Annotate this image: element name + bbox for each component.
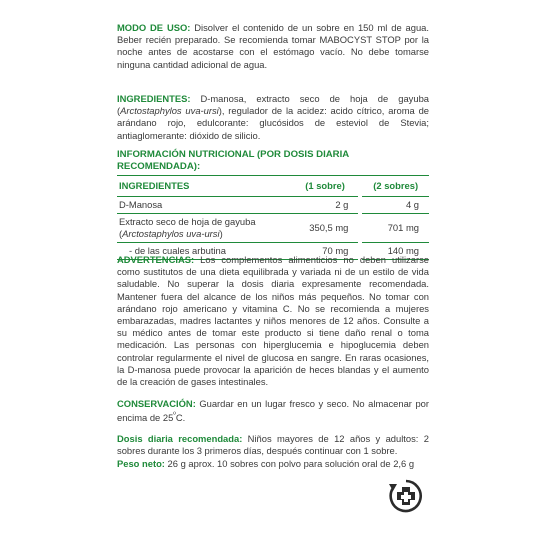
ingredientes-body-c: ), regulador de la acidez: acido cítrico, aroma de arándano rojo, edulcorante: glucósidos de esteviol de Stevia; antiaglomerante: dióxido de silicio. xyxy=(117,105,430,141)
nutricional-divider xyxy=(117,175,429,176)
ingredientes-body-a: D-manosa, extracto seco de hoja de gayuba ( xyxy=(117,93,429,117)
header-ingredientes: INGREDIENTES xyxy=(117,177,292,196)
advertencias-text xyxy=(117,254,429,388)
row-gayuba-v2: 701 mg xyxy=(360,213,429,242)
modo-de-uso-section xyxy=(117,22,429,71)
conservacion-title: CONSERVACIÓN: xyxy=(117,398,196,409)
conservacion-unit: C. xyxy=(175,412,186,424)
row-arbutina-v2: 140 mg xyxy=(360,243,429,260)
ingredientes-latin-name: Arctostaphylos uva-ursi xyxy=(120,105,219,117)
row-gayuba-paren-close: ) xyxy=(219,228,223,240)
dosis-body: Niños mayores de 12 años y adultos: 2 sobres durante los 3 primeros días, después continuar con 1 sobre. xyxy=(117,433,429,457)
ingredientes-text xyxy=(117,93,429,142)
peso-section xyxy=(117,458,429,470)
conservacion-text xyxy=(117,398,429,425)
row-arbutina-name: - de las cuales arbutina xyxy=(117,243,292,260)
modo-de-uso-body: Disolver el contenido de un sobre en 150 ml de agua. Beber recién preparado. Se recomienda tomar MABOCYST STOP por la noche antes de acostarse con el estómago vacío. No debe tomarse ninguna cantidad adicional de agua. xyxy=(117,22,430,70)
advertencias-title: ADVERTENCIAS: xyxy=(117,254,195,265)
advertencias-body: Los complementos alimenticios no deben utilizarse como sustitutos de una dieta equilibrada y variada ni de un estilo de vida saludable. No superar la dosis diaria expresamente recomendada. Mantener fuera del alcance de los niños más pequeños. No tomar con arándano rojo americano y vitamina C. No se recomienda a mujeres embarazadas, madres lactantes y niños menores de 12 años. Consulte a su médico antes de tomar este producto si tiene daño renal o toma medicación. Las personas con hiperglucemia e hipoglucemia deben controlar regularmente el nivel de glucosa en sangre. En raras ocasiones, la D-manosa puede provocar la aparición de heces blandas y el aumento de la creación de gases intestinales. xyxy=(117,254,429,388)
table-row xyxy=(117,213,429,242)
modo-de-uso-title: MODO DE USO: xyxy=(117,22,191,33)
row-gayuba-latin: Arctostaphylos uva-ursi xyxy=(122,228,220,240)
row-d-manosa-name: D-Manosa xyxy=(117,196,292,213)
peso-text xyxy=(117,458,429,470)
header-1-sobre: (1 sobre) xyxy=(292,177,361,196)
header-2-sobres: (2 sobres) xyxy=(360,177,429,196)
row-arbutina-v1: 70 mg xyxy=(292,243,361,260)
row-d-manosa-v2: 4 g xyxy=(360,196,429,213)
conservacion-section xyxy=(117,398,429,425)
modo-de-uso-text xyxy=(117,22,429,71)
ingredientes-title: INGREDIENTES: xyxy=(117,93,191,104)
peso-title: Peso neto: xyxy=(117,458,165,469)
row-gayuba-name xyxy=(117,213,292,242)
row-gayuba-v1: 350,5 mg xyxy=(292,213,361,242)
nutrition-table xyxy=(117,177,429,260)
pharmacy-cross-recycle-icon xyxy=(386,476,426,516)
advertencias-section xyxy=(117,254,429,388)
dosis-section xyxy=(117,433,429,457)
row-gayuba-name-a: Extracto seco de hoja de gayuba xyxy=(119,215,256,227)
table-row xyxy=(117,196,429,213)
table-header-row xyxy=(117,177,429,196)
dosis-title: Dosis diaria recomendada: xyxy=(117,433,243,444)
nutricional-section xyxy=(117,149,429,260)
dosis-text xyxy=(117,433,429,457)
peso-body: 26 g aprox. 10 sobres con polvo para solución oral de 2,6 g xyxy=(164,458,415,469)
degree-symbol: º xyxy=(173,412,176,420)
conservacion-body: Guardar en un lugar fresco y seco. No almacenar por encima de 25 xyxy=(117,398,429,424)
ingredientes-section xyxy=(117,93,429,142)
row-d-manosa-v1: 2 g xyxy=(292,196,361,213)
row-gayuba-paren-open: ( xyxy=(119,228,123,240)
nutricional-title: INFORMACIÓN NUTRICIONAL (POR DOSIS DIARIA RECOMENDADA): xyxy=(117,149,349,173)
